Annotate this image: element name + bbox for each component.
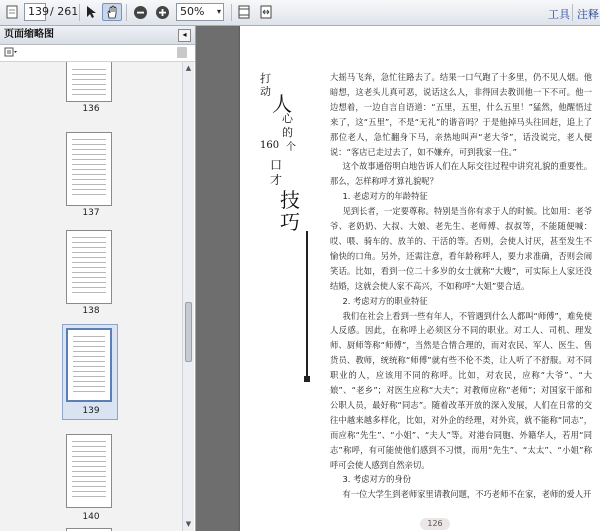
paragraph: 有一位大学生到老师家里请教问题，不巧老师不在家，老师的爱人开 <box>342 489 592 500</box>
thumbnail-label: 136 <box>82 104 100 114</box>
paragraph: 我们在社会上看到一些有年人，不管遇到什么人都叫“师傅”，难免使人反感。因此，在称呼上必须区分不同的职业。对工人、司机、理发师、厨师等称“师傅”，当然是合情合理的，而对农民、军人、医生、售货员、教师，统统称“师傅”就有些不伦不类，让人听了不舒服。对不同职业的人，应该用不同的称呼。比如，对农民，应称“大爷”、“大娘”、“老乡”；对医生应称“大夫”；对教师应称“老师”；对国家干部和公职人员，最好称“同志”。随着改革开放的深入发展，人们在日常的交往中越来越多样化，比如，对外企的经理，对外宾，就不能称“同志”，而应称“先生”、“小姐”、“夫人”等。对港台同胞、外籍华人，若用“同志”称呼，有可能使他们感到不习惯，而用“先生”、“太太”、“小姐”称呼可会使人感到自然亲切。 <box>330 310 592 470</box>
thumbnail-page-139[interactable] <box>66 328 112 402</box>
zoom-in-icon[interactable] <box>152 3 172 21</box>
title-char: 才 <box>270 173 283 187</box>
document-page <box>240 26 600 531</box>
title-char: 口 <box>270 158 283 172</box>
document-view[interactable] <box>197 26 600 531</box>
title-char: 160 <box>260 140 280 151</box>
total-pages-label: / 261 <box>50 5 79 18</box>
paragraph: 这个故事通俗明白地告诉人们在人际交往过程中讲究礼貌的重要性。那么，怎样称呼才算礼貌呢？ <box>330 161 592 187</box>
thumbnail-page-140[interactable] <box>66 434 112 508</box>
thumbnail-page-136[interactable] <box>66 62 112 102</box>
title-char: 巧 <box>280 210 300 234</box>
delete-page-icon[interactable] <box>177 47 187 58</box>
panel-header <box>0 26 195 45</box>
thumbnail-page-137[interactable] <box>66 132 112 206</box>
select-tool-icon[interactable] <box>82 3 100 21</box>
scroll-down-icon[interactable]: ▼ <box>185 520 192 528</box>
comment-menu[interactable]: 注释 <box>577 8 599 21</box>
scroll-up-icon[interactable]: ▲ <box>185 64 192 72</box>
thumbnail-page-138[interactable] <box>66 230 112 304</box>
thumbnail-label: 137 <box>82 208 100 218</box>
panel-toolbar <box>0 45 195 62</box>
paragraph: 3. 考虑对方的身份 <box>342 474 412 485</box>
chevron-down-icon: ▾ <box>216 7 221 16</box>
toolbar <box>0 0 600 26</box>
title-char: 心 <box>282 112 293 125</box>
thumbnail-label: 140 <box>82 512 100 522</box>
title-rule-end <box>304 376 310 382</box>
vertical-book-title <box>258 70 306 234</box>
tools-menu[interactable]: 工具 <box>548 8 570 21</box>
zoom-level-select[interactable] <box>176 3 224 21</box>
paragraph: 大摇马飞奔，急忙往路去了。结果一口气跑了十多里，仍不见人烟。他暗想，这老头儿真可恶，说话这么人，非得回去教训他一下不可。他一边想着，一边自言自语道：“五里，五里，什么五里！”猛然，他醒悟过来了，这“五里”，不是“无礼”的谐音吗？于是他掉马头往回赶，追上了那位老人，急忙翻身下马，亲热地叫声“老大爷”，话没说完，老人便说：“客店已走过去了，如不嫌弃，可到我家一住。” <box>330 72 592 157</box>
zoom-level-value: 50% <box>180 5 205 18</box>
zoom-out-icon[interactable] <box>130 3 150 21</box>
page-number <box>420 516 450 531</box>
thumbnail-nav-icon[interactable] <box>2 3 22 21</box>
paragraph: 1. 老虑对方的年龄特征 <box>342 191 428 202</box>
title-char: 打 <box>260 72 271 85</box>
page-body-text <box>330 70 592 502</box>
title-char: 技 <box>280 188 300 212</box>
title-char: 的 <box>282 126 293 139</box>
thumbnail-label: 138 <box>82 306 100 316</box>
scrollbar-thumb[interactable] <box>185 302 192 362</box>
collapse-panel-button[interactable]: ◂ <box>178 29 191 42</box>
title-char: 个 <box>286 142 296 153</box>
page-number-text: 126 <box>427 519 443 528</box>
thumbnail-list <box>0 62 182 531</box>
title-char: 人 <box>272 92 292 116</box>
hand-tool-icon[interactable] <box>102 3 122 21</box>
paragraph: 2. 考虑对方的职业特征 <box>342 295 428 306</box>
options-menu-button[interactable] <box>4 47 24 58</box>
title-rule <box>306 231 308 379</box>
thumbnail-label: 139 <box>82 406 100 416</box>
page-number-input[interactable]: 139 <box>24 3 46 21</box>
title-char: 动 <box>260 85 271 98</box>
fit-page-icon[interactable] <box>235 3 253 21</box>
thumbnail-panel <box>0 26 196 531</box>
thumbnail-scrollbar[interactable] <box>182 62 194 531</box>
panel-title: 页面缩略图 <box>4 29 54 40</box>
fit-width-icon[interactable] <box>257 3 275 21</box>
paragraph: 见到长者，一定要尊称。特别是当你有求于人的时候。比如用：老爷爷、老奶奶、大叔、大娘、老先生、老师傅、叔叔等，不能随便喊：哎、喂、骑车的、放羊的、干活的等。否则，会使人讨厌，甚至发生不愉快的口角。另外，还需注意，看年龄称呼人，要力求准确，否则会闹笑话。比如，看到一位二十多岁的女士就称“大嫂”，可实际上人家还没结婚，这就会使人家不高兴，不如称呼“大姐”要合适。 <box>330 206 592 291</box>
options-icon <box>4 47 18 57</box>
